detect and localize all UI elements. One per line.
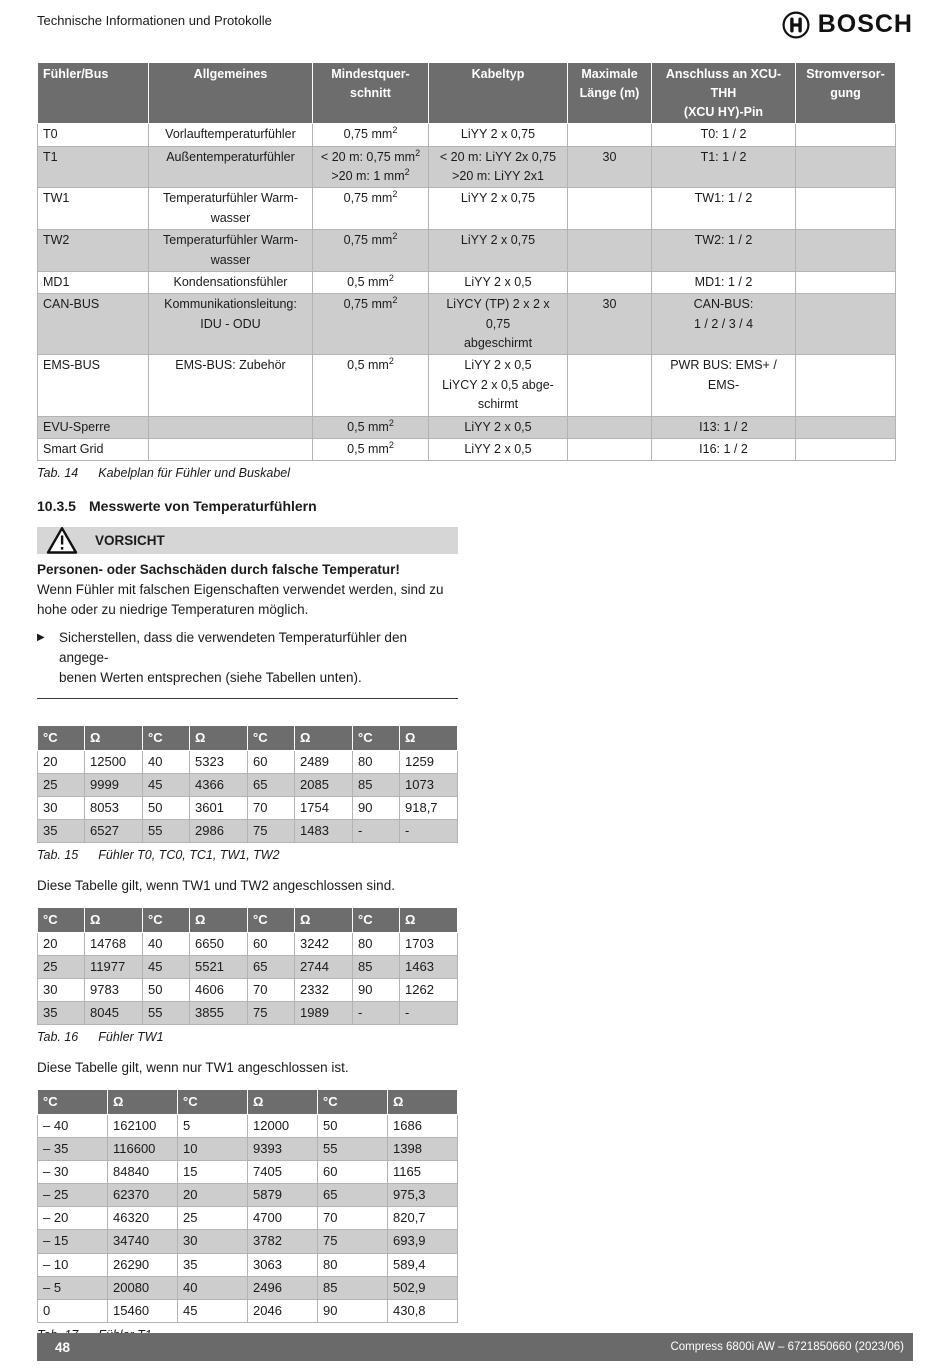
table-cell: 85 — [353, 955, 400, 978]
tab16-caption — [37, 1030, 458, 1044]
table-cell: 162100 — [108, 1114, 178, 1137]
table-cell — [568, 188, 652, 230]
table-cell: 0,75 $mm^2$ — [313, 230, 429, 272]
table-row — [38, 955, 458, 978]
table-cell: 12000 — [248, 1114, 318, 1137]
table-cell: 0,75 $mm^2$ — [313, 124, 429, 146]
table-cell: 15 — [178, 1160, 248, 1183]
table-cell: 12500 — [85, 750, 143, 773]
table-row — [38, 188, 896, 230]
tab14-caption — [37, 466, 913, 480]
table-cell: Vorlauftemperaturfühler — [149, 124, 313, 146]
table-row — [38, 294, 896, 355]
table-cell: 45 — [143, 955, 190, 978]
column-header: Maximale Länge (m) — [568, 63, 652, 124]
table-header-row — [38, 908, 458, 933]
table-cell: 65 — [248, 773, 295, 796]
column-header: °C — [248, 908, 295, 933]
table-cell: 30 — [38, 978, 85, 1001]
table-row — [38, 1160, 458, 1183]
table-cell: 60 — [248, 932, 295, 955]
table-cell: EMS-BUS: Zubehör — [149, 355, 313, 416]
table-cell — [568, 438, 652, 460]
table-cell: 6527 — [85, 819, 143, 842]
caption-text: Fühler TW1 — [98, 1030, 164, 1045]
table-cell: 0,5 $mm^2$ — [313, 355, 429, 416]
table-cell: 55 — [143, 819, 190, 842]
table-cell: 693,9 — [388, 1230, 458, 1253]
table-row — [38, 1207, 458, 1230]
table-cell: – 35 — [38, 1137, 108, 1160]
table-cell: 84840 — [108, 1160, 178, 1183]
cable-plan-table — [37, 62, 896, 461]
table-cell: 3855 — [190, 1002, 248, 1025]
table-cell: - — [400, 819, 458, 842]
bosch-wordmark: BOSCH — [817, 10, 913, 38]
table-row — [38, 1253, 458, 1276]
table-cell: - — [353, 819, 400, 842]
table-cell: 55 — [318, 1137, 388, 1160]
table-cell: 975,3 — [388, 1184, 458, 1207]
table-cell — [796, 355, 896, 416]
note-tw1-only: Diese Tabelle gilt, wenn nur TW1 angeschlossen ist. — [37, 1060, 349, 1076]
table-cell: 70 — [248, 796, 295, 819]
warning-title: Personen- oder Sachschäden durch falsche Temperatur! — [37, 562, 400, 578]
table-cell: EVU-Sperre — [38, 416, 149, 438]
warning-signal-word: VORSICHT — [95, 533, 165, 549]
table-cell: 9999 — [85, 773, 143, 796]
table-cell: 0 — [38, 1299, 108, 1322]
table-cell: MD1 — [38, 271, 149, 293]
table-cell: 80 — [318, 1253, 388, 1276]
table-cell: 0,5 $mm^2$ — [313, 416, 429, 438]
table-cell: T0 — [38, 124, 149, 146]
table-cell: TW2: 1 / 2 — [652, 230, 796, 272]
table-cell: 50 — [318, 1114, 388, 1137]
table-cell — [568, 124, 652, 146]
table-header-row — [38, 1090, 458, 1115]
table-cell: 1463 — [400, 955, 458, 978]
column-header: Kabeltyp — [429, 63, 568, 124]
table-cell: 75 — [248, 819, 295, 842]
table-row — [38, 1299, 458, 1322]
table-row — [38, 416, 896, 438]
table-cell: 60 — [248, 750, 295, 773]
bullet-arrow-icon: ▶ — [37, 632, 45, 644]
column-header: °C — [248, 726, 295, 751]
table-row — [38, 932, 458, 955]
column-header: Ω — [295, 726, 353, 751]
resistance-table-t1 — [37, 1089, 458, 1323]
warning-action-item — [37, 628, 458, 687]
table-cell: 30 — [178, 1230, 248, 1253]
note-tw1-tw2: Diese Tabelle gilt, wenn TW1 und TW2 angeschlossen sind. — [37, 878, 395, 894]
column-header: °C — [353, 908, 400, 933]
page-header — [37, 0, 913, 42]
table-cell — [568, 230, 652, 272]
table-cell: 30 — [38, 796, 85, 819]
column-header: Ω — [108, 1090, 178, 1115]
table-cell: 30 — [568, 146, 652, 188]
table-row — [38, 1276, 458, 1299]
column-header: °C — [38, 726, 85, 751]
table-cell: LiYY 2 x 0,5 LiYCY 2 x 0,5 abge- schirmt — [429, 355, 568, 416]
table-row — [38, 1114, 458, 1137]
table-cell: 90 — [318, 1299, 388, 1322]
table-cell — [796, 271, 896, 293]
table-row — [38, 773, 458, 796]
table-cell: T0: 1 / 2 — [652, 124, 796, 146]
table-cell: 45 — [178, 1299, 248, 1322]
table-cell: 55 — [143, 1002, 190, 1025]
column-header: Ω — [85, 908, 143, 933]
table-cell: 0,75 $mm^2$ — [313, 294, 429, 355]
table-cell: T1 — [38, 146, 149, 188]
table-cell — [796, 438, 896, 460]
table-cell: 25 — [178, 1207, 248, 1230]
column-header: °C — [353, 726, 400, 751]
table-cell: 62370 — [108, 1184, 178, 1207]
table-cell: 1703 — [400, 932, 458, 955]
table-cell: 3601 — [190, 796, 248, 819]
table-row — [38, 271, 896, 293]
table-cell: 2085 — [295, 773, 353, 796]
table-cell: CAN-BUS — [38, 294, 149, 355]
table-cell: 8053 — [85, 796, 143, 819]
table-cell: Temperaturfühler Warm- wasser — [149, 188, 313, 230]
table-cell: < 20 m: 0,75 $mm^2$ >20 m: 1 $mm^2$ — [313, 146, 429, 188]
table-cell: 0,5 $mm^2$ — [313, 438, 429, 460]
table-cell: 9783 — [85, 978, 143, 1001]
running-header-text: Technische Informationen und Protokolle — [37, 13, 272, 28]
table-cell: T1: 1 / 2 — [652, 146, 796, 188]
table-cell: CAN-BUS: 1 / 2 / 3 / 4 — [652, 294, 796, 355]
table-cell — [796, 188, 896, 230]
table-cell: 70 — [318, 1207, 388, 1230]
table-cell: 34740 — [108, 1230, 178, 1253]
table-cell: 2332 — [295, 978, 353, 1001]
warning-triangle-icon — [46, 526, 78, 555]
column-header: Ω — [295, 908, 353, 933]
table-row — [38, 146, 896, 188]
tab15-caption — [37, 848, 458, 862]
table-cell: 80 — [353, 750, 400, 773]
table-cell — [149, 438, 313, 460]
table-cell — [568, 271, 652, 293]
table-cell: 5323 — [190, 750, 248, 773]
table-cell: TW1: 1 / 2 — [652, 188, 796, 230]
table-cell: 9393 — [248, 1137, 318, 1160]
table-cell: 40 — [178, 1276, 248, 1299]
table-cell: 4700 — [248, 1207, 318, 1230]
column-header: Ω — [190, 908, 248, 933]
table-cell: 11977 — [85, 955, 143, 978]
table-cell: 820,7 — [388, 1207, 458, 1230]
document-reference: Compress 6800i AW – 6721850660 (2023/06) — [670, 1341, 904, 1353]
table-cell: 35 — [38, 819, 85, 842]
table-cell: 0,75 $mm^2$ — [313, 188, 429, 230]
column-header: Ω — [400, 726, 458, 751]
warning-signal-bar — [37, 527, 458, 554]
table-cell: 20080 — [108, 1276, 178, 1299]
column-header: Ω — [388, 1090, 458, 1115]
table-cell: 2046 — [248, 1299, 318, 1322]
table-cell: 502,9 — [388, 1276, 458, 1299]
table-cell: LiYCY (TP) 2 x 2 x 0,75 abgeschirmt — [429, 294, 568, 355]
table-cell: 25 — [38, 955, 85, 978]
table-cell: 85 — [318, 1276, 388, 1299]
table-cell: – 15 — [38, 1230, 108, 1253]
table-cell: LiYY 2 x 0,75 — [429, 188, 568, 230]
table-row — [38, 124, 896, 146]
column-header: °C — [38, 1090, 108, 1115]
table-cell: 5879 — [248, 1184, 318, 1207]
warning-body: Wenn Fühler mit falschen Eigenschaften verwendet werden, sind zu hohe oder zu niedrige Temperaturen möglich. — [37, 582, 444, 617]
caption-text: Fühler T0, TC0, TC1, TW1, TW2 — [98, 848, 280, 863]
column-header: Fühler/Bus — [38, 63, 149, 124]
table-cell: 2489 — [295, 750, 353, 773]
table-cell: 589,4 — [388, 1253, 458, 1276]
table-cell: 1259 — [400, 750, 458, 773]
caption-text: Kabelplan für Fühler und Buskabel — [98, 466, 291, 481]
table-cell: – 10 — [38, 1253, 108, 1276]
table-cell: 35 — [38, 1002, 85, 1025]
table-cell: – 30 — [38, 1160, 108, 1183]
table-cell: PWR BUS: EMS+ / EMS- — [652, 355, 796, 416]
table-row — [38, 230, 896, 272]
table-cell: Temperaturfühler Warm- wasser — [149, 230, 313, 272]
table-cell: 3242 — [295, 932, 353, 955]
column-header: Mindestquer- schnitt — [313, 63, 429, 124]
table-cell: 1073 — [400, 773, 458, 796]
table-cell: 40 — [143, 750, 190, 773]
column-header: Ω — [400, 908, 458, 933]
column-header: Ω — [190, 726, 248, 751]
table-cell: 1165 — [388, 1160, 458, 1183]
table-cell: Kondensationsfühler — [149, 271, 313, 293]
table-cell: 3063 — [248, 1253, 318, 1276]
table-cell: 75 — [318, 1230, 388, 1253]
table-cell: LiYY 2 x 0,5 — [429, 271, 568, 293]
warning-notice — [37, 527, 458, 699]
bosch-logo — [782, 10, 913, 39]
table-cell: 2986 — [190, 819, 248, 842]
table-row — [38, 438, 896, 460]
table-cell: 70 — [248, 978, 295, 1001]
table-cell: – 5 — [38, 1276, 108, 1299]
table-cell: 7405 — [248, 1160, 318, 1183]
column-header: °C — [143, 726, 190, 751]
column-header: °C — [178, 1090, 248, 1115]
table-cell: 45 — [143, 773, 190, 796]
table-cell: 35 — [178, 1253, 248, 1276]
column-header: Allgemeines — [149, 63, 313, 124]
table-cell: 1398 — [388, 1137, 458, 1160]
table-cell: LiYY 2 x 0,5 — [429, 416, 568, 438]
caption-label: Tab. 16 — [37, 1030, 79, 1045]
table-cell: LiYY 2 x 0,75 — [429, 124, 568, 146]
table-cell: Smart Grid — [38, 438, 149, 460]
table-cell: 20 — [38, 932, 85, 955]
resistance-table-tw1-pair — [37, 907, 458, 1025]
table-cell: 5521 — [190, 955, 248, 978]
table-cell: 60 — [318, 1160, 388, 1183]
table-cell: Außentemperaturfühler — [149, 146, 313, 188]
section-heading — [37, 498, 458, 514]
column-header: Ω — [85, 726, 143, 751]
table-cell: 4606 — [190, 978, 248, 1001]
table-cell: LiYY 2 x 0,5 — [429, 438, 568, 460]
warning-action-text: Sicherstellen, dass die verwendeten Temperaturfühler den angege- benen Werten entsprechen (siehe Tabellen unten). — [59, 630, 407, 685]
table-cell: 75 — [248, 1002, 295, 1025]
table-row — [38, 355, 896, 416]
table-cell: 80 — [353, 932, 400, 955]
table-cell: – 25 — [38, 1184, 108, 1207]
left-column — [37, 498, 458, 1342]
table-cell — [568, 355, 652, 416]
table-cell — [796, 294, 896, 355]
table-header-row — [38, 63, 896, 124]
table-cell — [796, 230, 896, 272]
table-cell: 14768 — [85, 932, 143, 955]
table-cell: 1686 — [388, 1114, 458, 1137]
table-cell: 30 — [568, 294, 652, 355]
table-cell: 8045 — [85, 1002, 143, 1025]
table-cell: 20 — [38, 750, 85, 773]
table-cell — [796, 416, 896, 438]
column-header: °C — [38, 908, 85, 933]
table-cell: I13: 1 / 2 — [652, 416, 796, 438]
table-cell: MD1: 1 / 2 — [652, 271, 796, 293]
table-cell: 65 — [248, 955, 295, 978]
bosch-armature-icon — [782, 11, 810, 39]
table-cell: - — [400, 1002, 458, 1025]
table-cell: 50 — [143, 796, 190, 819]
table-row — [38, 1002, 458, 1025]
caption-label: Tab. 15 — [37, 848, 79, 863]
resistance-table-t0 — [37, 725, 458, 843]
table-row — [38, 1137, 458, 1160]
table-cell: 90 — [353, 978, 400, 1001]
table-cell: TW2 — [38, 230, 149, 272]
table-cell: 50 — [143, 978, 190, 1001]
table-cell: 1754 — [295, 796, 353, 819]
table-row — [38, 978, 458, 1001]
table-cell: – 40 — [38, 1114, 108, 1137]
table-cell: 3782 — [248, 1230, 318, 1253]
table-cell: 65 — [318, 1184, 388, 1207]
table-cell: 430,8 — [388, 1299, 458, 1322]
caption-label: Tab. 14 — [37, 466, 79, 481]
table-row — [38, 819, 458, 842]
table-cell: < 20 m: LiYY 2x 0,75 >20 m: LiYY 2x1 — [429, 146, 568, 188]
table-cell: 40 — [143, 932, 190, 955]
column-header: Anschluss an XCU-THH (XCU HY)-Pin — [652, 63, 796, 124]
column-header: °C — [318, 1090, 388, 1115]
table-cell: 10 — [178, 1137, 248, 1160]
table-cell: 90 — [353, 796, 400, 819]
table-cell: 2496 — [248, 1276, 318, 1299]
section-title: Messwerte von Temperaturfühlern — [89, 498, 317, 515]
table-cell: 116600 — [108, 1137, 178, 1160]
table-cell — [796, 146, 896, 188]
page-number: 48 — [55, 1339, 71, 1355]
table-row — [38, 796, 458, 819]
table-cell: 918,7 — [400, 796, 458, 819]
table-cell: EMS-BUS — [38, 355, 149, 416]
section-number: 10.3.5 — [37, 498, 76, 515]
table-row — [38, 1230, 458, 1253]
table-cell: 1989 — [295, 1002, 353, 1025]
table-cell: I16: 1 / 2 — [652, 438, 796, 460]
table-cell — [796, 124, 896, 146]
table-cell: 2744 — [295, 955, 353, 978]
table-cell: 25 — [38, 773, 85, 796]
table-cell: 85 — [353, 773, 400, 796]
table-cell: - — [353, 1002, 400, 1025]
table-cell: – 20 — [38, 1207, 108, 1230]
table-cell: 4366 — [190, 773, 248, 796]
table-cell: 46320 — [108, 1207, 178, 1230]
table-cell: 1262 — [400, 978, 458, 1001]
table-cell: 5 — [178, 1114, 248, 1137]
page-footer — [37, 1333, 913, 1361]
table-header-row — [38, 726, 458, 751]
table-cell: 15460 — [108, 1299, 178, 1322]
table-row — [38, 750, 458, 773]
table-cell — [568, 416, 652, 438]
column-header: °C — [143, 908, 190, 933]
table-cell: 0,5 $mm^2$ — [313, 271, 429, 293]
column-header: Ω — [248, 1090, 318, 1115]
table-cell: 6650 — [190, 932, 248, 955]
table-cell — [149, 416, 313, 438]
table-cell: LiYY 2 x 0,75 — [429, 230, 568, 272]
table-cell: 26290 — [108, 1253, 178, 1276]
table-cell: 1483 — [295, 819, 353, 842]
column-header: Stromversor- gung — [796, 63, 896, 124]
table-row — [38, 1184, 458, 1207]
table-cell: Kommunikationsleitung: IDU - ODU — [149, 294, 313, 355]
table-cell: 20 — [178, 1184, 248, 1207]
table-cell: TW1 — [38, 188, 149, 230]
